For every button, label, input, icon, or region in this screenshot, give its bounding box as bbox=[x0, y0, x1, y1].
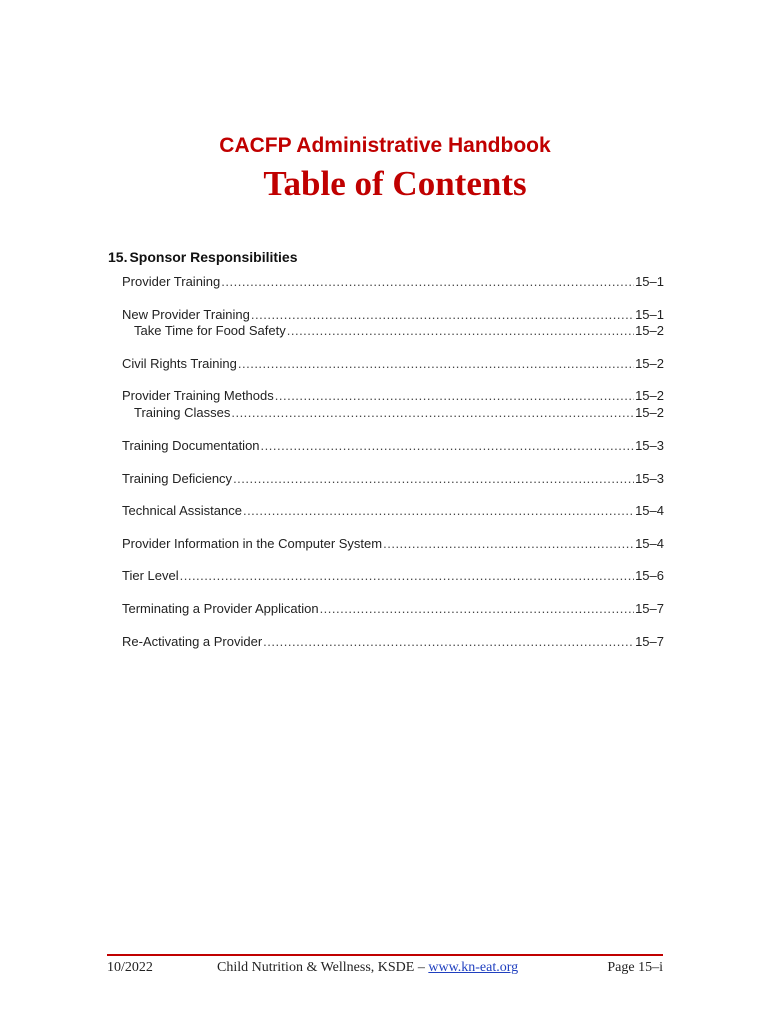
toc-entry-provider-information[interactable] bbox=[122, 536, 664, 552]
toc-leader-dots bbox=[275, 388, 634, 404]
toc-entry-page: 15–1 bbox=[635, 307, 664, 322]
footer-website-link[interactable]: www.kn-eat.org bbox=[428, 960, 519, 975]
toc-entry-label: Training Classes bbox=[134, 405, 231, 420]
toc-entry-label: Take Time for Food Safety bbox=[134, 323, 286, 338]
toc-leader-dots bbox=[320, 601, 635, 617]
toc-leader-dots bbox=[180, 568, 634, 584]
toc-entry-label: Terminating a Provider Application bbox=[122, 601, 319, 616]
toc-entry-label: New Provider Training bbox=[122, 307, 250, 322]
toc-entry-page: 15–2 bbox=[635, 405, 664, 420]
toc-entry-page: 15–7 bbox=[635, 601, 664, 616]
toc-entry-technical-assistance[interactable] bbox=[122, 503, 664, 519]
toc-leader-dots bbox=[263, 634, 634, 650]
toc-entry-training-documentation[interactable] bbox=[122, 438, 664, 454]
toc-entry-label: Training Documentation bbox=[122, 438, 260, 453]
toc-entry-new-provider-training[interactable] bbox=[122, 307, 664, 323]
toc-entry-page: 15–4 bbox=[635, 536, 664, 551]
toc-entry-re-activating-provider[interactable] bbox=[122, 634, 664, 650]
toc-entry-label: Provider Training bbox=[122, 274, 221, 289]
toc-entry-page: 15–2 bbox=[635, 388, 664, 403]
toc-entry-tier-level[interactable] bbox=[122, 568, 664, 584]
toc-entry-training-deficiency[interactable] bbox=[122, 471, 664, 487]
toc-entry-label: Tier Level bbox=[122, 568, 179, 583]
page-title: Table of Contents bbox=[263, 164, 527, 203]
footer-org bbox=[217, 960, 518, 976]
toc-entry-page: 15–3 bbox=[635, 471, 664, 486]
toc-leader-dots bbox=[221, 274, 634, 290]
footer-rule bbox=[107, 954, 663, 956]
toc-entry-page: 15–1 bbox=[635, 274, 664, 289]
toc-leader-dots bbox=[261, 438, 635, 454]
toc-leader-dots bbox=[238, 356, 634, 372]
toc-entry-training-classes[interactable] bbox=[134, 405, 664, 421]
toc-leader-dots bbox=[243, 503, 634, 519]
toc-entry-label: Technical Assistance bbox=[122, 503, 242, 518]
toc-entry-take-time-for-food-safety[interactable] bbox=[134, 323, 664, 339]
handbook-title: CACFP Administrative Handbook bbox=[219, 134, 551, 157]
page-footer bbox=[107, 960, 663, 980]
section-number: 15. bbox=[108, 249, 128, 265]
toc-entry-label: Re-Activating a Provider bbox=[122, 634, 263, 649]
footer-page-number: Page 15–i bbox=[607, 960, 663, 975]
toc-leader-dots bbox=[251, 307, 634, 323]
toc-entry-page: 15–4 bbox=[635, 503, 664, 518]
toc-entry-label: Provider Training Methods bbox=[122, 388, 274, 403]
section-heading bbox=[108, 249, 298, 265]
toc-leader-dots bbox=[231, 405, 634, 421]
toc-entry-page: 15–3 bbox=[635, 438, 664, 453]
toc-entry-page: 15–2 bbox=[635, 356, 664, 371]
section-title: Sponsor Responsibilities bbox=[129, 249, 298, 265]
toc-entry-label: Civil Rights Training bbox=[122, 356, 237, 371]
toc-entry-provider-training-methods[interactable] bbox=[122, 388, 664, 404]
footer-date: 10/2022 bbox=[107, 960, 153, 975]
toc-leader-dots bbox=[233, 471, 634, 487]
toc-leader-dots bbox=[287, 323, 634, 339]
toc-entry-page: 15–2 bbox=[635, 323, 664, 338]
footer-org-text: Child Nutrition & Wellness, KSDE – bbox=[217, 960, 429, 975]
toc-entry-page: 15–7 bbox=[635, 634, 664, 649]
toc-leader-dots bbox=[383, 536, 634, 552]
toc-entry-terminating-provider[interactable] bbox=[122, 601, 664, 617]
toc-entry-provider-training[interactable] bbox=[122, 274, 664, 290]
toc-entry-label: Training Deficiency bbox=[122, 471, 233, 486]
toc-entry-label: Provider Information in the Computer System bbox=[122, 536, 383, 551]
toc-entry-page: 15–6 bbox=[635, 568, 664, 583]
toc-entry-civil-rights-training[interactable] bbox=[122, 356, 664, 372]
